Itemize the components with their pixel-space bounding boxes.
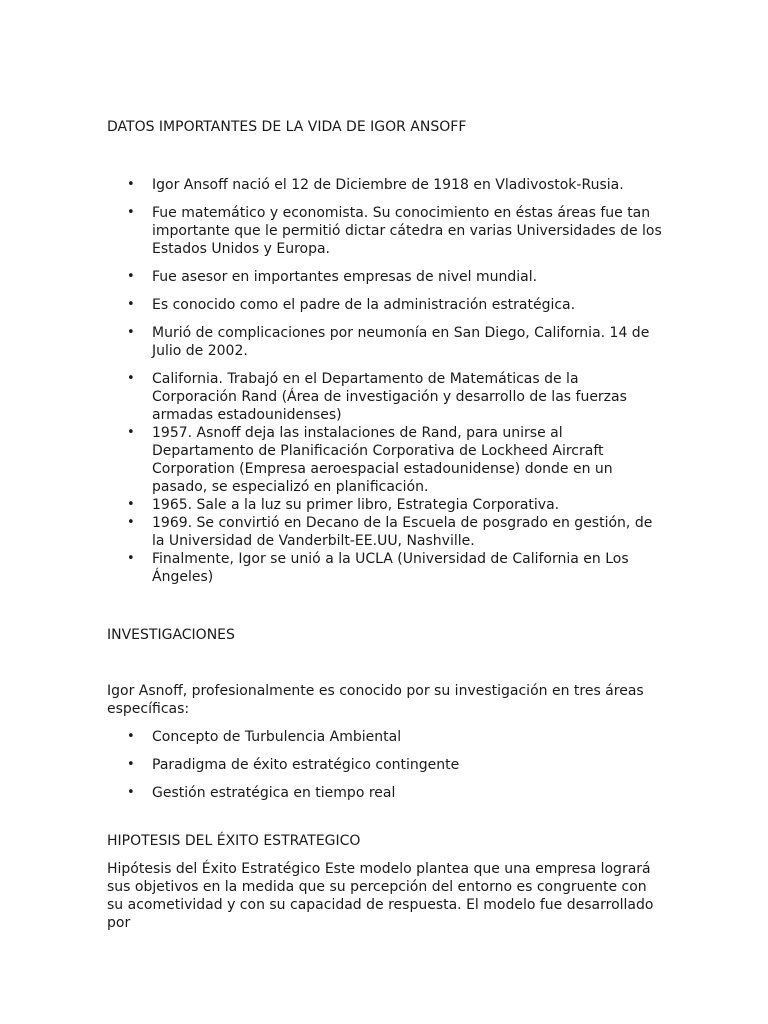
bullet-icon: • <box>127 729 135 744</box>
section-title-investigaciones: INVESTIGACIONES <box>107 627 235 643</box>
list-item-text: California. Trabajó en el Departamento de Matemáticas de la Corporación Rand (Área de investigación y desarrollo de las fuerzas armadas estadounidenses) <box>152 371 627 423</box>
section-body-paragraph: Hipótesis del Éxito Estratégico Este modelo plantea que una empresa logrará sus objetivos en la medida que su percepción del entorno es congruente con su acometividad y con su capacidad de respuesta. El modelo fue desarrollado por <box>107 861 654 931</box>
list-item <box>107 784 667 802</box>
bullet-icon: • <box>127 757 135 772</box>
list-item-text: Murió de complicaciones por neumonía en San Diego, California. 14 de Julio de 2002. <box>152 325 650 359</box>
bullet-icon: • <box>127 325 135 340</box>
list-item <box>107 550 667 586</box>
list-item <box>107 370 667 424</box>
list-item <box>107 514 667 550</box>
list-item <box>107 424 667 496</box>
list-item <box>107 728 667 746</box>
list-item <box>107 204 667 258</box>
list-item <box>107 176 667 194</box>
biography-list <box>107 176 667 586</box>
list-item <box>107 496 667 514</box>
bullet-icon: • <box>127 425 135 440</box>
list-item-text: Fue matemático y economista. Su conocimiento en éstas áreas fue tan importante que le permitió dictar cátedra en varias Universidades de los Estados Unidos y Europa. <box>152 205 662 257</box>
list-item-text: Fue asesor en importantes empresas de nivel mundial. <box>152 269 538 285</box>
bullet-icon: • <box>127 497 135 512</box>
document-page <box>107 118 667 932</box>
list-item-text: 1957. Asnoff deja las instalaciones de Rand, para unirse al Departamento de Planificación Corporativa de Lockheed Aircraft Corporation (Empresa aeroespacial estadounidense) donde en un pasado, se especializó en planificación. <box>152 425 613 495</box>
bullet-icon: • <box>127 515 135 530</box>
section-intro-paragraph: Igor Asnoff, profesionalmente es conocido por su investigación en tres áreas específicas: <box>107 683 644 717</box>
list-item <box>107 268 667 286</box>
bullet-icon: • <box>127 371 135 386</box>
list-item <box>107 324 667 360</box>
list-item <box>107 296 667 314</box>
bullet-icon: • <box>127 785 135 800</box>
list-item-text: Concepto de Turbulencia Ambiental <box>152 729 402 745</box>
list-item-text: Gestión estratégica en tiempo real <box>152 785 396 801</box>
bullet-icon: • <box>127 297 135 312</box>
bullet-icon: • <box>127 269 135 284</box>
bullet-icon: • <box>127 551 135 566</box>
research-list <box>107 728 667 802</box>
section-title-hipotesis: HIPOTESIS DEL ÉXITO ESTRATEGICO <box>107 833 361 849</box>
document-title: DATOS IMPORTANTES DE LA VIDA DE IGOR ANSOFF <box>107 119 467 135</box>
list-item-text: Igor Ansoff nació el 12 de Diciembre de 1918 en Vladivostok-Rusia. <box>152 177 624 193</box>
list-item-text: Finalmente, Igor se unió a la UCLA (Universidad de California en Los Ángeles) <box>152 551 629 585</box>
list-item <box>107 756 667 774</box>
list-item-text: Paradigma de éxito estratégico contingente <box>152 757 460 773</box>
list-item-text: Es conocido como el padre de la administración estratégica. <box>152 297 576 313</box>
bullet-icon: • <box>127 205 135 220</box>
bullet-icon: • <box>127 177 135 192</box>
list-item-text: 1965. Sale a la luz su primer libro, Estrategia Corporativa. <box>152 497 560 513</box>
list-item-text: 1969. Se convirtió en Decano de la Escuela de posgrado en gestión, de la Universidad de Vanderbilt-EE.UU, Nashville. <box>152 515 653 549</box>
